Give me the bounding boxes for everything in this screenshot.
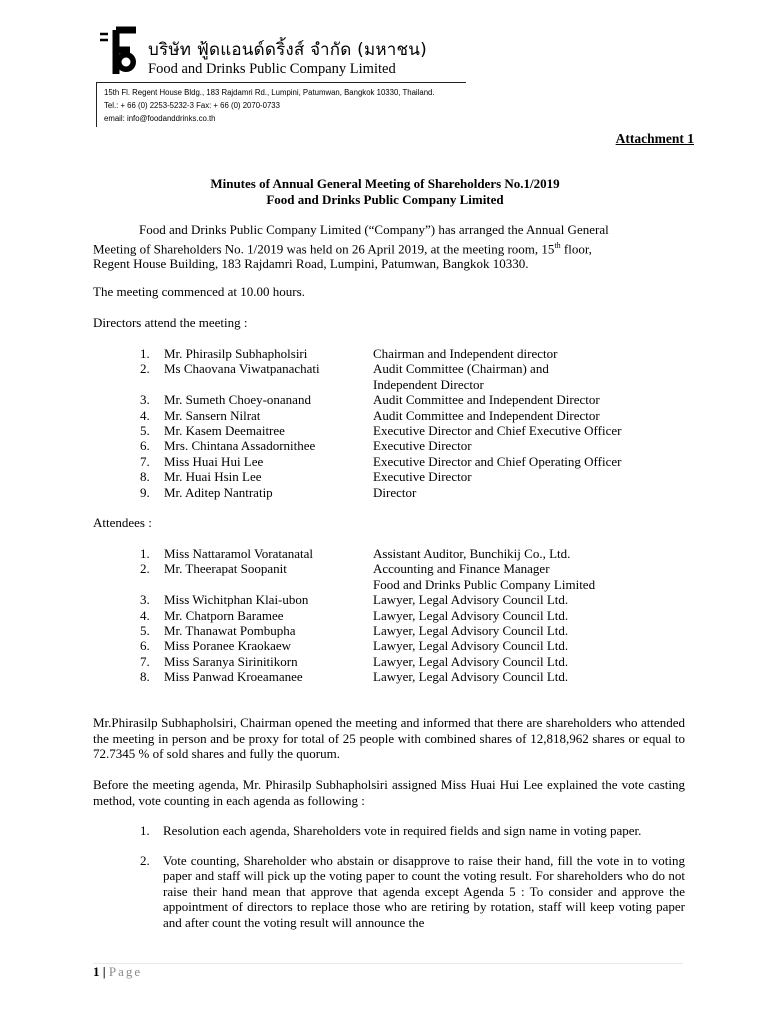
director-role-continued: Independent Director <box>373 376 484 392</box>
row-number: 8. <box>140 669 150 685</box>
footer-separator: | <box>102 964 106 979</box>
attendee-role: Lawyer, Legal Advisory Council Ltd. <box>373 638 569 654</box>
attendee-name: Mr. Theerapat Soopanit <box>164 561 287 577</box>
document-title: Minutes of Annual General Meeting of Shareholders No.1/2019 <box>210 176 560 191</box>
intro-line-2 <box>93 238 685 257</box>
agenda-paragraph: Before the meeting agenda, Mr. Phirasilp Subhapholsiri assigned Miss Huai Hui Lee explained the vote casting method, vote counting in each agenda as following : <box>93 777 685 808</box>
attendee-role: Lawyer, Legal Advisory Council Ltd. <box>373 623 569 638</box>
page-number: 1 <box>93 964 100 979</box>
attendee-row <box>140 561 596 592</box>
attendee-name: Mr. Chatporn Baramee <box>164 607 284 623</box>
vote-item <box>140 853 685 930</box>
intro-line-2-end: floor, <box>560 240 592 256</box>
company-email: email: info@foodanddrinks.co.th <box>104 114 216 123</box>
attendee-name: Miss Panwad Kroeamanee <box>164 669 303 685</box>
director-name: Mrs. Chintana Assadornithee <box>164 438 316 454</box>
company-address: 15th Fl. Regent House Bldg., 183 Rajdamri Rd., Lumpini, Patumwan, Bangkok 10330, Thailand. <box>104 88 435 97</box>
row-number: 6. <box>140 438 150 454</box>
director-row <box>140 361 549 392</box>
attendee-row <box>140 638 569 654</box>
row-number: 7. <box>140 453 150 469</box>
company-phone-fax: Tel.: + 66 (0) 2253-5232-3 Fax: + 66 (0) 2070-0733 <box>104 101 280 110</box>
attendee-role: Lawyer, Legal Advisory Council Ltd. <box>373 669 569 685</box>
row-number: 2. <box>140 561 150 577</box>
director-name: Ms Chaovana Viwatpanachati <box>164 361 320 377</box>
row-number: 1. <box>140 346 150 361</box>
attendees-heading: Attendees : <box>93 515 152 530</box>
row-number: 1. <box>140 546 150 561</box>
header-vertical-divider <box>96 82 97 127</box>
attendee-row <box>140 653 569 669</box>
director-row <box>140 392 600 408</box>
director-role: Executive Director and Chief Executive Officer <box>373 423 622 438</box>
intro-paragraph <box>93 222 685 272</box>
director-row <box>140 407 600 423</box>
vote-item <box>140 823 685 838</box>
director-name: Mr. Kasem Deemaitree <box>164 423 285 438</box>
row-number: 3. <box>140 592 150 608</box>
director-name: Miss Huai Hui Lee <box>164 453 264 469</box>
attendee-row <box>140 592 569 608</box>
attendee-row <box>140 546 571 561</box>
item-text: Resolution each agenda, Shareholders vote in required fields and sign name in voting paper. <box>163 823 642 838</box>
meeting-commenced: The meeting commenced at 10.00 hours. <box>93 284 305 299</box>
director-role: Director <box>373 484 417 500</box>
intro-line-3: Regent House Building, 183 Rajdamri Road, Lumpini, Patumwan, Bangkok 10330. <box>93 256 529 272</box>
company-logo <box>96 24 144 78</box>
director-role: Executive Director and Chief Operating Officer <box>373 453 622 469</box>
director-role: Audit Committee (Chairman) and <box>373 361 549 377</box>
director-name: Mr. Huai Hsin Lee <box>164 469 262 485</box>
attachment-label: Attachment 1 <box>615 131 694 146</box>
row-number: 8. <box>140 469 150 485</box>
attendee-role: Lawyer, Legal Advisory Council Ltd. <box>373 607 569 623</box>
director-role: Executive Director <box>373 469 472 485</box>
director-name: Mr. Phirasilp Subhapholsiri <box>164 346 308 361</box>
company-contact-info <box>104 86 435 125</box>
director-name: Mr. Sansern Nilrat <box>164 407 261 423</box>
footer-divider <box>93 963 683 964</box>
row-number: 7. <box>140 653 150 669</box>
row-number: 5. <box>140 623 150 638</box>
item-text: Vote counting, Shareholder who abstain or disapprove to raise their hand, fill the vote in to voting paper and staff will pick up the voting paper to count the voting result. For shareholders who do not raise their hand mean that approve that agenda except Agenda 5 : To consider and approve the appointment of directors to replace those who are retiring by rotation, staff will keep voting paper and after count the voting result will announce the <box>163 853 685 930</box>
attendee-name: Miss Saranya Sirinitikorn <box>164 653 298 669</box>
attendee-name: Miss Nattaramol Voratanatal <box>164 546 313 561</box>
row-number: 3. <box>140 392 150 408</box>
director-row <box>140 423 622 438</box>
attendee-role-continued: Food and Drinks Public Company Limited <box>373 576 596 592</box>
directors-heading: Directors attend the meeting : <box>93 315 248 330</box>
row-number: 6. <box>140 638 150 654</box>
director-role: Audit Committee and Independent Director <box>373 407 600 423</box>
item-number: 2. <box>140 853 150 868</box>
row-number: 5. <box>140 423 150 438</box>
intro-line-1: Food and Drinks Public Company Limited (“Company”) has arranged the Annual General <box>139 222 609 237</box>
opening-paragraph: Mr.Phirasilp Subhapholsiri, Chairman opened the meeting and informed that there are shareholders who attended the meeting in person and be proxy for total of 25 people with combined shares of 12,818,962 shares or equal to 72.7345 % of sold shares and fully the quorum. <box>93 715 685 761</box>
director-role: Audit Committee and Independent Director <box>373 392 600 408</box>
row-number: 4. <box>140 607 150 623</box>
item-number: 1. <box>140 823 150 838</box>
attendee-name: Mr. Thanawat Pombupha <box>164 623 296 638</box>
attendee-name: Miss Poranee Kraokaew <box>164 638 292 654</box>
attendee-role: Lawyer, Legal Advisory Council Ltd. <box>373 653 569 669</box>
director-row <box>140 453 622 469</box>
document-subtitle: Food and Drinks Public Company Limited <box>266 192 504 207</box>
attendee-role: Assistant Auditor, Bunchikij Co., Ltd. <box>373 546 571 561</box>
company-name-thai: บริษัท ฟู้ดแอนด์ดริ้งส์ จำกัด (มหาชน) <box>148 40 427 60</box>
director-row <box>140 484 417 500</box>
company-name-english: Food and Drinks Public Company Limited <box>148 61 396 77</box>
attendee-name: Miss Wichitphan Klai-ubon <box>164 592 309 608</box>
director-row <box>140 346 558 361</box>
attendee-row <box>140 623 569 638</box>
director-row <box>140 438 472 454</box>
director-role: Executive Director <box>373 438 472 454</box>
intro-superscript: th <box>554 240 561 250</box>
row-number: 9. <box>140 484 150 500</box>
attendee-role: Lawyer, Legal Advisory Council Ltd. <box>373 592 569 608</box>
row-number: 4. <box>140 407 150 423</box>
attendee-role: Accounting and Finance Manager <box>373 561 550 577</box>
attendee-row <box>140 669 569 685</box>
header-divider <box>96 82 466 83</box>
director-name: Mr. Sumeth Choey-onanand <box>164 392 311 408</box>
intro-line-2-text: Meeting of Shareholders No. 1/2019 was held on 26 April 2019, at the meeting room, 15 <box>93 240 555 256</box>
page-label: Page <box>108 964 143 979</box>
director-role: Chairman and Independent director <box>373 346 558 361</box>
director-name: Mr. Aditep Nantratip <box>164 484 273 500</box>
attendee-row <box>140 607 569 623</box>
row-number: 2. <box>140 361 150 377</box>
director-row <box>140 469 472 485</box>
page-footer <box>93 964 142 980</box>
